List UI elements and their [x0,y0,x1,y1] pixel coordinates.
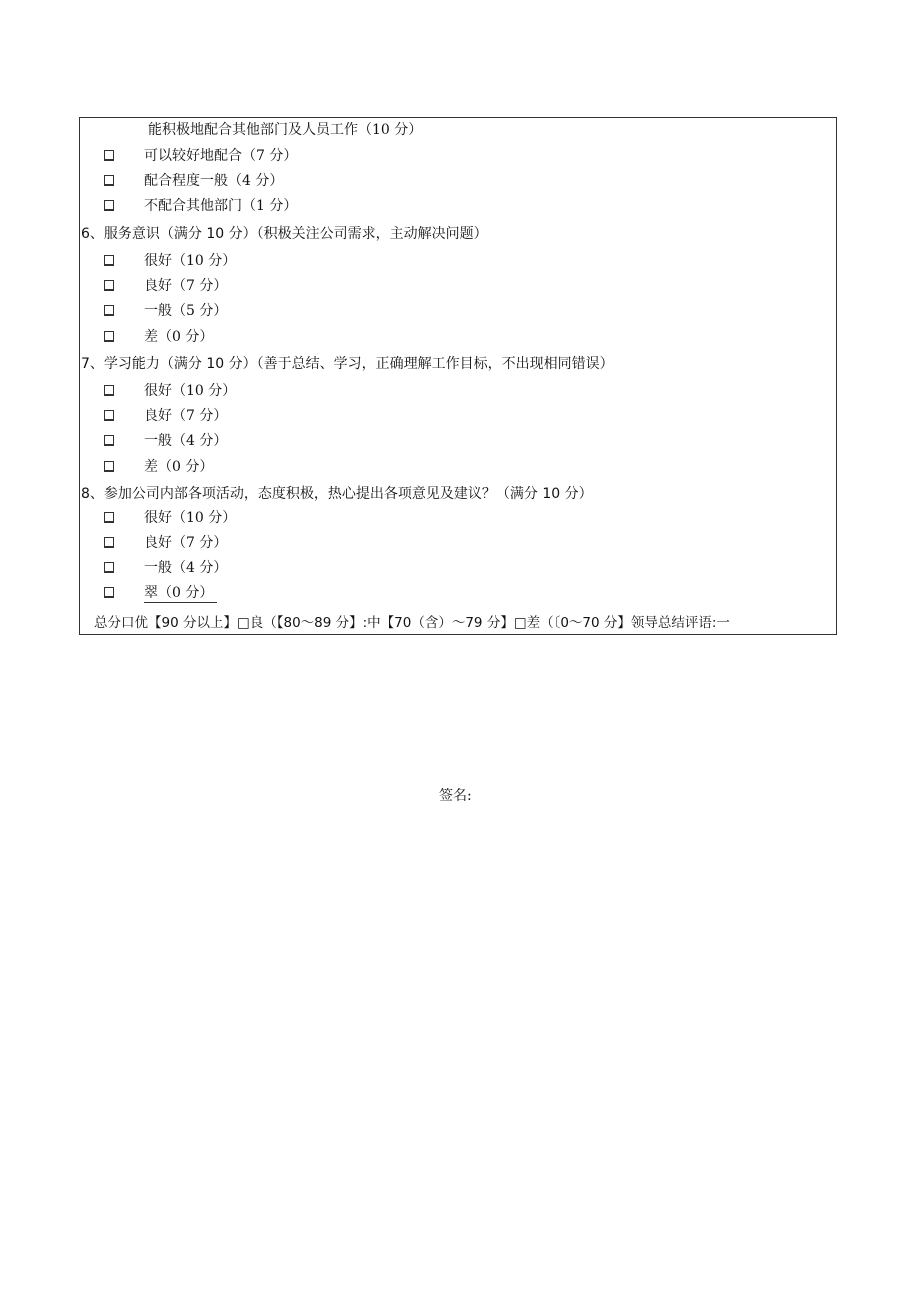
checkbox[interactable] [104,461,114,472]
section8-heading: 8、参加公司内部各项活动，态度积极，热心提出各项意见及建议？（满分 10 分） [81,486,593,502]
option-label: 差（0 分） [144,459,214,475]
checkbox[interactable] [104,512,114,523]
option-label: 很好（10 分） [144,383,237,399]
section7-heading: 7、学习能力（满分 10 分）（善于总结、学习，正确理解工作目标，不出现相同错误） [81,356,614,372]
checkbox[interactable] [104,587,114,598]
checkbox[interactable] [104,331,114,342]
section5-intro: 能积极地配合其他部门及人员工作（10 分） [148,122,423,138]
option-label: 差（0 分） [144,329,214,345]
option-label: 良好（7 分） [144,535,228,551]
option-label: 很好（10 分） [144,510,237,526]
option-label: 一般（4 分） [144,560,228,576]
option-label: 不配合其他部门（1 分） [144,198,298,214]
checkbox[interactable] [104,410,114,421]
option-label: 很好（10 分） [144,253,237,269]
option-label: 翠（0 分） [144,584,217,603]
checkbox[interactable] [104,255,114,266]
option-label: 可以较好地配合（7 分） [144,148,298,164]
checkbox[interactable] [104,175,114,186]
checkbox[interactable] [104,200,114,211]
checkbox[interactable] [104,280,114,291]
checkbox[interactable] [104,537,114,548]
checkbox[interactable] [104,385,114,396]
option-label: 一般（5 分） [144,303,228,319]
section6-heading: 6、服务意识（满分 10 分）（积极关注公司需求，主动解决问题） [81,226,488,242]
checkbox[interactable] [104,305,114,316]
checkbox[interactable] [104,435,114,446]
checkbox[interactable] [104,150,114,161]
evaluation-form [79,117,837,635]
option-label: 一般（4 分） [144,433,228,449]
option-label: 配合程度一般（4 分） [144,173,284,189]
total-score-line: 总分口优【90 分以上】□良（【80～89 分】:中【70（含）～79 分】□差（〔0～70 分】领导总结评语:一 [94,615,730,631]
signature-label: 签名: [439,788,472,804]
option-label: 良好（7 分） [144,278,228,294]
option-label: 良好（7 分） [144,408,228,424]
checkbox[interactable] [104,562,114,573]
